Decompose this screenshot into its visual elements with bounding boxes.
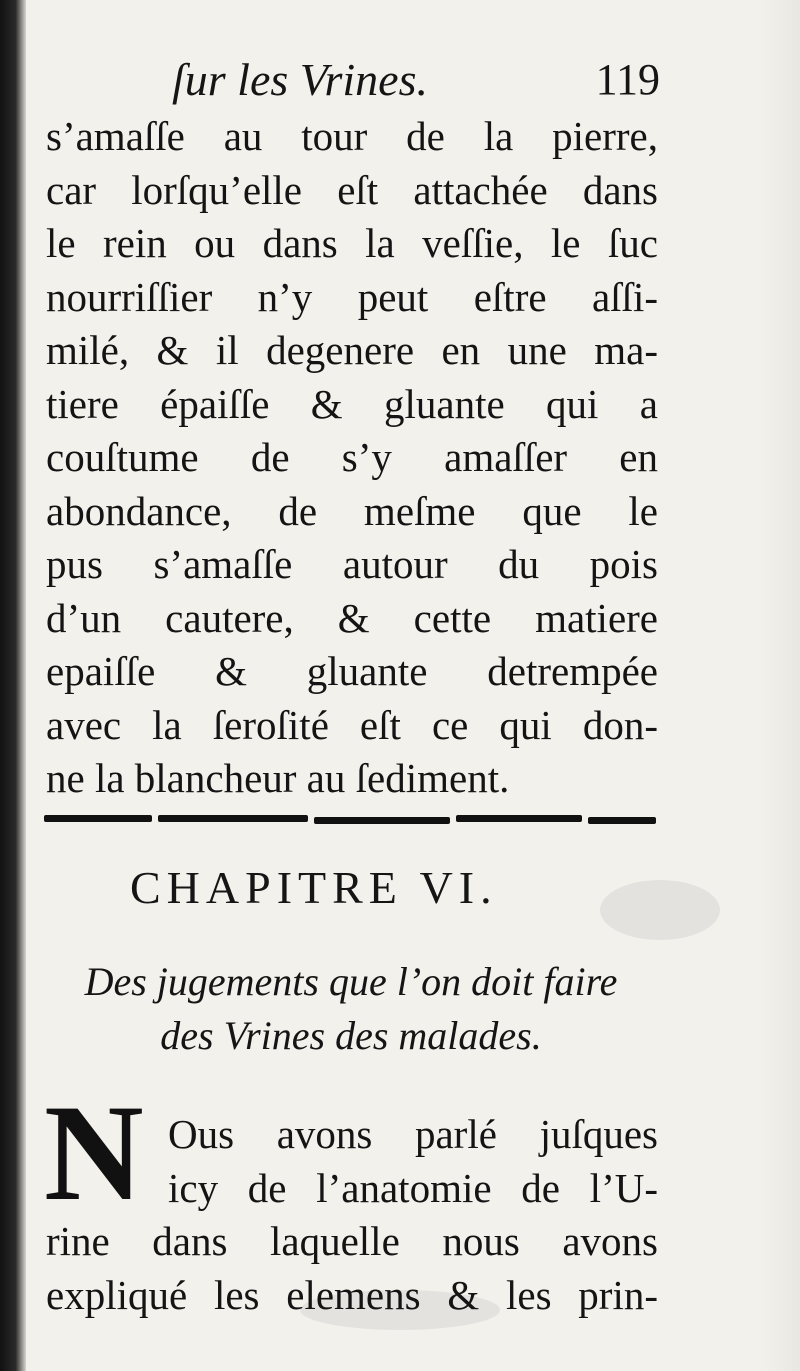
page-number: 119 xyxy=(595,55,660,104)
text-line: nourriſſier n’y peut eſtre aſſi- xyxy=(46,273,658,320)
running-head xyxy=(160,52,660,108)
text-line: avec la ſeroſité eſt ce qui don- xyxy=(46,701,658,748)
text-line: car lorſqu’elle eſt attachée dans xyxy=(46,166,658,213)
text-line: expliqué les elemens & les prin- xyxy=(46,1271,658,1318)
body-paragraph xyxy=(46,110,658,806)
ornamental-rule xyxy=(44,812,656,826)
text-line: s’amaſſe au tour de la pierre, xyxy=(46,113,658,159)
drop-cap: N xyxy=(44,1076,144,1229)
text-line: le rein ou dans la veſſie, le ſuc xyxy=(46,220,658,266)
text-line: icy de l’anatomie de l’U- xyxy=(168,1164,658,1211)
text-line: abondance, de meſme que le xyxy=(46,487,658,534)
running-title: ſur les Vrines. xyxy=(172,54,428,105)
text-line: couſtume de s’y amaſſer en xyxy=(46,434,658,480)
chapter-heading: CHAPITRE VI. xyxy=(130,862,498,913)
paper-stain xyxy=(600,880,720,940)
text-line: rine dans laquelle nous avons xyxy=(46,1218,658,1264)
text-line: ne la blancheur au ſediment. xyxy=(46,755,510,801)
chapter-subtitle xyxy=(44,955,658,1063)
chapter-paragraph xyxy=(46,1108,658,1322)
subtitle-line: des Vrines des malades. xyxy=(160,1013,542,1058)
rule-segment xyxy=(158,815,308,822)
text-line: pus s’amaſſe autour du pois xyxy=(46,541,658,587)
text-line: epaiſſe & gluante detrempée xyxy=(46,648,658,694)
text-line: d’un cautere, & cette matiere xyxy=(46,594,658,641)
rule-segment xyxy=(44,815,152,822)
rule-segment xyxy=(588,817,656,824)
text-line: tiere épaiſſe & gluante qui a xyxy=(46,380,658,427)
rule-segment xyxy=(314,817,450,824)
text-line: milé, & il degenere en une ma- xyxy=(46,327,658,373)
rule-segment xyxy=(456,815,582,822)
text-line: Ous avons parlé juſques xyxy=(168,1111,658,1157)
subtitle-line: Des jugements que l’on doit faire xyxy=(84,959,618,1004)
